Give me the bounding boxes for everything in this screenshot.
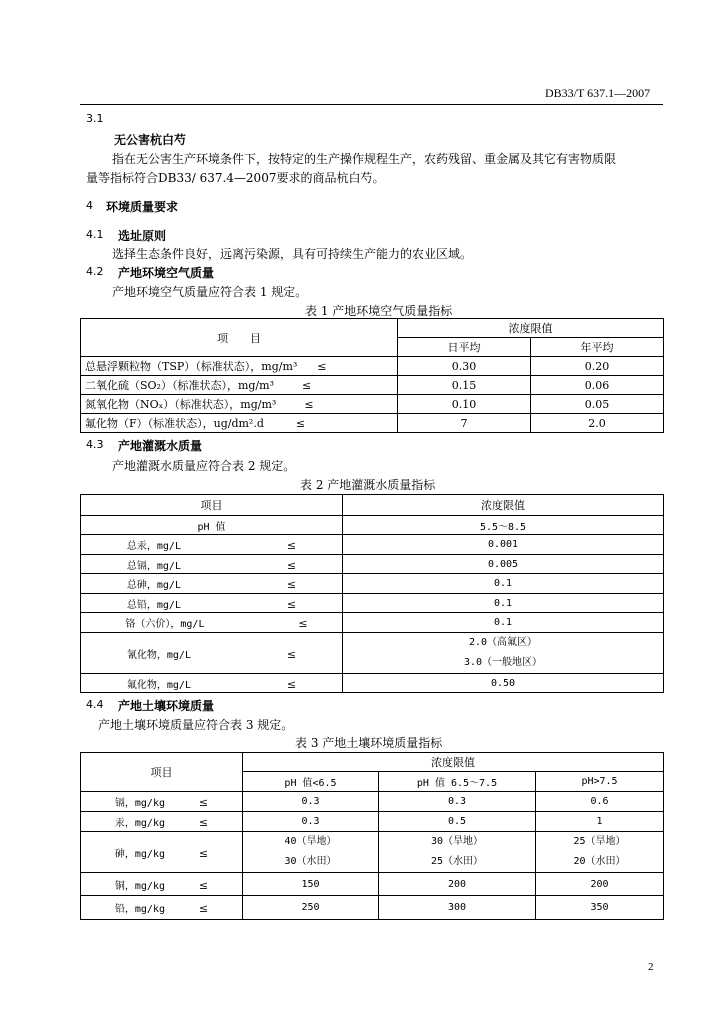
table-row — [81, 812, 243, 832]
table3-value: 25（旱地） — [573, 836, 626, 847]
table2-value: 0.001 — [343, 535, 664, 555]
table1-daily-value: 0.10 — [398, 395, 531, 414]
section-4-4-text: 产地土壤环境质量应符合表 3 规定。 — [98, 718, 294, 732]
table3-header-ph-low: pH 值<6.5 — [243, 772, 379, 792]
table1-header-item: 项 目 — [81, 319, 398, 357]
table3-item: 砷，mg/kg — [114, 848, 165, 860]
table-row — [81, 873, 243, 896]
table3-value: 200 — [379, 873, 536, 896]
section-4-3-number: 4.3 — [86, 438, 104, 451]
table3-value: 30（水田） — [284, 856, 337, 867]
le-symbol: ≤ — [286, 578, 297, 591]
table2-item: 铬（六价），mg/L — [125, 619, 205, 630]
le-symbol: ≤ — [198, 816, 209, 829]
term-definition-line2: 量等指标符合DB33/ 637.4—2007要求的商品杭白芍。 — [86, 171, 385, 185]
le-symbol: ≤ — [295, 417, 306, 430]
term-title: 无公害杭白芍 — [114, 133, 187, 147]
table2-item: 氟化物，mg/L — [126, 679, 191, 691]
header-rule — [80, 104, 663, 105]
section-4-title: 环境质量要求 — [106, 200, 179, 214]
le-symbol: ≤ — [286, 558, 297, 572]
section-4-1-text: 选择生态条件良好，远离污染源，具有可持续生产能力的农业区域。 — [112, 247, 473, 261]
table1-annual-value: 0.06 — [531, 376, 664, 395]
table2-value: 5.5～8.5 — [343, 516, 664, 535]
table3-value: 40（旱地） — [284, 836, 337, 847]
le-symbol: ≤ — [304, 398, 314, 411]
table2-caption: 表 2 产地灌溉水质量指标 — [300, 478, 436, 492]
table2-item: 总铅，mg/L — [126, 599, 181, 611]
table2-value: 0.50 — [343, 674, 664, 693]
table2-irrigation-water — [80, 494, 664, 693]
table3-value: 0.6 — [536, 792, 664, 812]
table1-annual-value: 0.05 — [531, 395, 664, 414]
section-4-2-number: 4.2 — [86, 265, 104, 278]
term-definition-line1: 指在无公害生产环境条件下，按特定的生产操作规程生产，农药残留、重金属及其它有害物质限 — [112, 152, 617, 166]
section-4-3-title: 产地灌溉水质量 — [118, 439, 203, 453]
le-symbol: ≤ — [198, 878, 209, 892]
section-4-3-text: 产地灌溉水质量应符合表 2 规定。 — [112, 459, 296, 473]
section-4-number: 4 — [86, 199, 93, 212]
table2-item: 总砷，mg/L — [126, 580, 181, 591]
table3-value: 0.3 — [243, 812, 379, 832]
table2-value: 0.1 — [343, 613, 664, 633]
table2-value: 3.0（一般地区） — [463, 657, 543, 668]
le-symbol: ≤ — [298, 617, 308, 630]
table2-value: 2.0（高氟区） — [468, 637, 538, 648]
table3-value: 300 — [379, 896, 536, 920]
section-4-2-text: 产地环境空气质量应符合表 1 规定。 — [112, 285, 308, 299]
table1-annual-value: 0.20 — [531, 357, 664, 376]
section-4-1-number: 4.1 — [86, 228, 104, 241]
table2-value-multiline — [343, 633, 664, 674]
table3-header-ph-high: pH>7.5 — [536, 772, 664, 792]
table1-daily-value: 0.30 — [398, 357, 531, 376]
table1-header-annual: 年平均 — [531, 338, 664, 357]
le-symbol: ≤ — [198, 902, 209, 915]
table2-value: 0.1 — [343, 594, 664, 613]
table-row — [81, 792, 243, 812]
table1-annual-value: 2.0 — [531, 414, 664, 433]
section-4-4-number: 4.4 — [86, 698, 104, 711]
section-4-1-title: 选址原则 — [118, 229, 167, 243]
table3-value: 150 — [243, 873, 379, 896]
table-row — [81, 414, 398, 433]
page-number: 2 — [648, 961, 654, 973]
table1-daily-value: 0.15 — [398, 376, 531, 395]
table-row — [81, 516, 343, 535]
table3-value: 25（水田） — [430, 856, 484, 867]
document-code: DB33/T 637.1—2007 — [545, 86, 651, 100]
table2-item: pH 值 — [197, 521, 226, 533]
table3-value: 250 — [243, 896, 379, 920]
table-row — [81, 574, 343, 594]
table-row — [81, 357, 398, 376]
table1-header-limit: 浓度限值 — [398, 319, 664, 338]
table3-value: 200 — [536, 873, 664, 896]
table-row — [81, 613, 343, 633]
table1-item: 氟化物（F）（标准状态），ug/dm².d — [85, 417, 264, 430]
table-row — [81, 594, 343, 613]
table3-value: 0.3 — [243, 792, 379, 812]
table3-item: 镉，mg/kg — [114, 798, 165, 809]
le-symbol: ≤ — [286, 677, 297, 691]
table3-soil-quality — [80, 752, 664, 920]
table2-item: 氰化物，mg/L — [126, 649, 191, 661]
table1-item: 氮氧化物（NOₓ）（标准状态），mg/m³ — [85, 398, 277, 411]
table2-item: 总汞，mg/L — [126, 541, 181, 552]
table3-item: 铅，mg/kg — [114, 904, 165, 915]
table2-value: 0.005 — [343, 555, 664, 574]
table-row — [81, 832, 243, 873]
table-row — [81, 395, 398, 414]
table3-value-multiline — [243, 832, 379, 873]
table1-daily-value: 7 — [398, 414, 531, 433]
table-row — [81, 633, 343, 674]
table3-header-item: 项目 — [81, 753, 243, 792]
table3-item: 铜，mg/kg — [114, 880, 165, 892]
table3-value: 30（旱地） — [430, 836, 484, 847]
table3-item: 汞，mg/kg — [114, 818, 165, 829]
le-symbol: ≤ — [198, 796, 209, 809]
le-symbol: ≤ — [286, 597, 297, 611]
section-4-4-title: 产地土壤环境质量 — [118, 699, 215, 713]
le-symbol: ≤ — [301, 379, 312, 392]
table3-value: 350 — [536, 896, 664, 920]
le-symbol: ≤ — [286, 647, 297, 661]
table1-caption: 表 1 产地环境空气质量指标 — [305, 304, 453, 318]
table3-value: 20（水田） — [573, 856, 626, 867]
table1-item: 二氧化硫（SO₂）（标准状态），mg/m³ — [85, 379, 274, 392]
section-3-1-number: 3.1 — [86, 112, 104, 125]
table3-value-multiline — [379, 832, 536, 873]
table2-value: 0.1 — [343, 574, 664, 594]
table-row — [81, 376, 398, 395]
le-symbol: ≤ — [317, 360, 327, 373]
table3-value: 0.3 — [379, 792, 536, 812]
table3-caption: 表 3 产地土壤环境质量指标 — [295, 736, 443, 750]
table2-item: 总镉，mg/L — [126, 560, 181, 572]
table-row — [81, 674, 343, 693]
table3-value: 0.5 — [379, 812, 536, 832]
table3-value-multiline — [536, 832, 664, 873]
table1-air-quality — [80, 318, 664, 433]
table2-header-limit: 浓度限值 — [343, 495, 664, 516]
table-row — [81, 896, 243, 920]
section-4-2-title: 产地环境空气质量 — [118, 266, 215, 280]
table2-header-item: 项目 — [81, 495, 343, 516]
le-symbol: ≤ — [286, 539, 297, 552]
table3-header-ph-mid: pH 值 6.5～7.5 — [379, 772, 536, 792]
table-row — [81, 535, 343, 555]
table1-item: 总悬浮颗粒物（TSP）（标准状态），mg/m³ — [85, 360, 298, 373]
le-symbol: ≤ — [198, 846, 209, 860]
table3-value: 1 — [536, 812, 664, 832]
table3-header-limit: 浓度限值 — [243, 753, 664, 772]
table-row — [81, 555, 343, 574]
table1-header-daily: 日平均 — [398, 338, 531, 357]
